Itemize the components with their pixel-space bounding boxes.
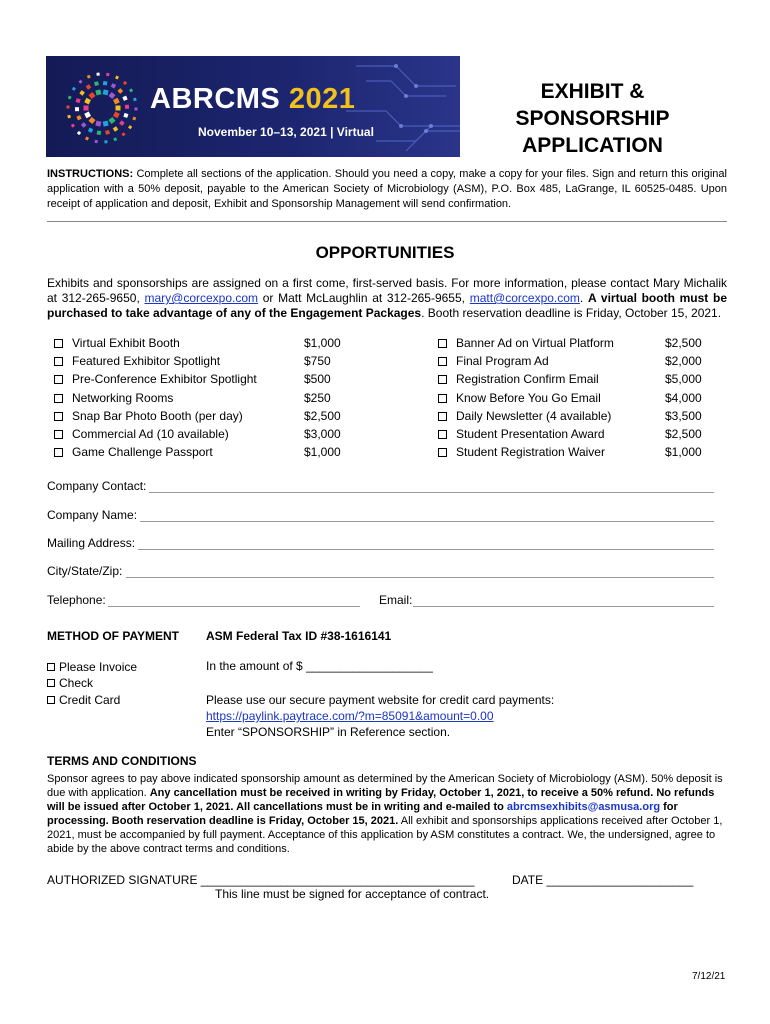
email-field[interactable]	[413, 606, 714, 607]
mailing-address-label: Mailing Address:	[47, 536, 136, 550]
opportunity-price: $500	[304, 372, 331, 387]
terms-text-2: All exhibit and sponsorships applications received after October 1, 2021, must be accompanied by full payment. Acceptance of this application by ASM constitutes a contract. We, the undersigned, agree to abide by the above contract terms and conditions.	[47, 815, 723, 855]
intro-text-3: .	[579, 291, 588, 305]
opportunity-label: Pre-Conference Exhibitor Spotlight	[72, 372, 257, 387]
opportunity-price: $250	[304, 390, 331, 405]
opportunities-heading: OPPORTUNITIES	[315, 243, 455, 262]
terms-bold-1: Any cancellation must be received in writing by Friday, October 1, 2021, to receive a 50% refund. No refunds will be issued after October 1, 2021. All cancellations must be in writing and e-mailed to	[47, 787, 715, 813]
footer-date: 7/12/21	[692, 971, 726, 982]
opportunity-checkbox[interactable]	[438, 394, 447, 403]
instructions-paragraph	[47, 167, 727, 212]
circuit-pattern-icon	[346, 56, 460, 157]
opportunity-price: $2,500	[665, 427, 702, 441]
invoice-checkbox[interactable]	[47, 663, 55, 671]
opportunity-checkbox[interactable]	[54, 448, 63, 457]
terms-text-1: Sponsor agrees to pay above indicated sponsorship amount as determined by the American Society of Microbiology (ASM). 50% deposit is due with application.	[47, 773, 723, 799]
banner-subtitle: November 10–13, 2021 | Virtual	[198, 125, 374, 139]
check-label: Check	[59, 676, 94, 690]
opportunity-checkbox[interactable]	[438, 357, 447, 366]
city-state-zip-label: City/State/Zip:	[47, 564, 123, 578]
telephone-field[interactable]	[108, 606, 360, 607]
opportunity-label: Final Program Ad	[456, 354, 549, 369]
opportunity-checkbox[interactable]	[54, 412, 63, 421]
terms-email-link[interactable]: abrcmsexhibits@asmusa.org	[506, 801, 661, 813]
signature-note: This line must be signed for acceptance of contract.	[215, 887, 490, 901]
secure-payment-text: Please use our secure payment website for credit card payments:	[206, 693, 555, 707]
opportunity-price: $4,000	[665, 390, 702, 405]
opportunity-price: $3,500	[665, 408, 702, 423]
reference-instruction: Enter “SPONSORSHIP” in Reference section.	[206, 725, 451, 739]
opportunity-price: $2,000	[665, 354, 702, 369]
method-of-payment-heading: METHOD OF PAYMENT	[47, 629, 180, 643]
email-matt-link[interactable]: matt@corcexpo.com	[469, 291, 580, 305]
document-title	[490, 78, 695, 159]
mailing-address-field[interactable]	[138, 549, 714, 550]
opportunity-label: Commercial Ad (10 available)	[72, 427, 229, 441]
tax-id: ASM Federal Tax ID #38-1616141	[206, 629, 392, 643]
opportunity-checkbox[interactable]	[54, 339, 63, 348]
amount-field[interactable]: In the amount of $ ___________________	[206, 659, 433, 673]
title-line-3: APPLICATION	[522, 134, 663, 157]
opportunity-checkbox[interactable]	[54, 430, 63, 439]
opportunity-label: Banner Ad on Virtual Platform	[456, 336, 614, 350]
check-checkbox[interactable]	[47, 679, 55, 687]
opportunity-price: $1,000	[665, 445, 702, 460]
paytrace-link[interactable]: https://paylink.paytrace.com/?m=85091&amount=0.00	[206, 709, 494, 723]
opportunities-intro	[47, 276, 727, 321]
opportunity-price: $2,500	[665, 336, 702, 350]
opportunity-checkbox[interactable]	[438, 448, 447, 457]
opportunity-price: $5,000	[665, 372, 702, 387]
abrcms-burst-logo-icon	[62, 68, 142, 148]
opportunity-label: Student Presentation Award	[456, 427, 605, 441]
opportunity-label: Game Challenge Passport	[72, 445, 213, 460]
opportunity-label: Snap Bar Photo Booth (per day)	[72, 408, 243, 423]
intro-text-4: . Booth reservation deadline is Friday, October 15, 2021.	[421, 306, 722, 320]
intro-text-2: or Matt McLaughlin at 312-265-9655,	[258, 291, 470, 305]
city-state-zip-field[interactable]	[126, 577, 714, 578]
opportunity-label: Networking Rooms	[72, 390, 174, 405]
company-name-field[interactable]	[140, 521, 714, 522]
opportunity-checkbox[interactable]	[54, 357, 63, 366]
credit-card-label: Credit Card	[59, 693, 121, 707]
telephone-label: Telephone:	[47, 593, 106, 607]
opportunity-price: $750	[304, 354, 331, 369]
opportunity-label: Daily Newsletter (4 available)	[456, 408, 612, 423]
pay-option-check[interactable]	[47, 675, 93, 691]
email-label: Email:	[379, 593, 413, 607]
company-contact-label: Company Contact:	[47, 479, 147, 493]
instructions-label: INSTRUCTIONS:	[47, 168, 134, 180]
date-field[interactable]: DATE ______________________	[512, 873, 694, 887]
opportunity-price: $1,000	[304, 445, 341, 460]
section-divider	[47, 221, 727, 222]
email-mary-link[interactable]: mary@corcexpo.com	[144, 291, 259, 305]
invoice-label: Please Invoice	[59, 660, 138, 674]
authorized-signature-field[interactable]: AUTHORIZED SIGNATURE _________________________________________	[47, 873, 475, 887]
terms-heading: TERMS AND CONDITIONS	[47, 754, 197, 768]
opportunity-label: Know Before You Go Email	[456, 390, 601, 405]
company-name-label: Company Name:	[47, 508, 138, 522]
intro-bold-text: A virtual booth must be purchased to take advantage of any of the Engagement Packages	[47, 291, 727, 320]
title-line-2: SPONSORSHIP	[515, 107, 670, 130]
opportunity-label: Virtual Exhibit Booth	[72, 336, 180, 350]
opportunity-label: Student Registration Waiver	[456, 445, 605, 460]
event-banner	[46, 56, 460, 157]
banner-brand: ABRCMS	[150, 83, 281, 115]
instructions-text: Complete all sections of the application. Should you need a copy, make a copy for your files. Sign and return this original application with a 50% deposit, payable to the American Society of Microbiology (ASM), P.O. Box 485, LaGrange, IL 60525-0485. Upon receipt of application and deposit, Exhibit and Sponsorship Management will send confirmation.	[47, 168, 727, 210]
opportunity-label: Registration Confirm Email	[456, 372, 599, 387]
terms-bold-2: for processing. Booth reservation deadline is Friday, October 15, 2021.	[47, 801, 678, 827]
banner-year: 2021	[288, 83, 356, 115]
opportunity-checkbox[interactable]	[54, 375, 63, 384]
opportunity-checkbox[interactable]	[438, 412, 447, 421]
credit-card-checkbox[interactable]	[47, 696, 55, 704]
pay-option-credit-card[interactable]	[47, 692, 120, 708]
company-contact-field[interactable]	[149, 492, 714, 493]
banner-title	[150, 83, 355, 116]
pay-option-invoice[interactable]	[47, 659, 137, 675]
opportunity-checkbox[interactable]	[438, 430, 447, 439]
terms-paragraph	[47, 772, 727, 856]
opportunity-label: Featured Exhibitor Spotlight	[72, 354, 221, 369]
opportunity-checkbox[interactable]	[438, 375, 447, 384]
opportunity-checkbox[interactable]	[54, 394, 63, 403]
intro-text-1: Exhibits and sponsorships are assigned on a first come, first-served basis. For more information, please contact Mary Michalik at 312-265-9650,	[47, 276, 727, 305]
title-line-1: EXHIBIT &	[540, 80, 645, 103]
opportunity-checkbox[interactable]	[438, 339, 447, 348]
opportunity-price: $1,000	[304, 336, 341, 350]
opportunity-price: $3,000	[304, 427, 341, 441]
opportunity-price: $2,500	[304, 408, 341, 423]
